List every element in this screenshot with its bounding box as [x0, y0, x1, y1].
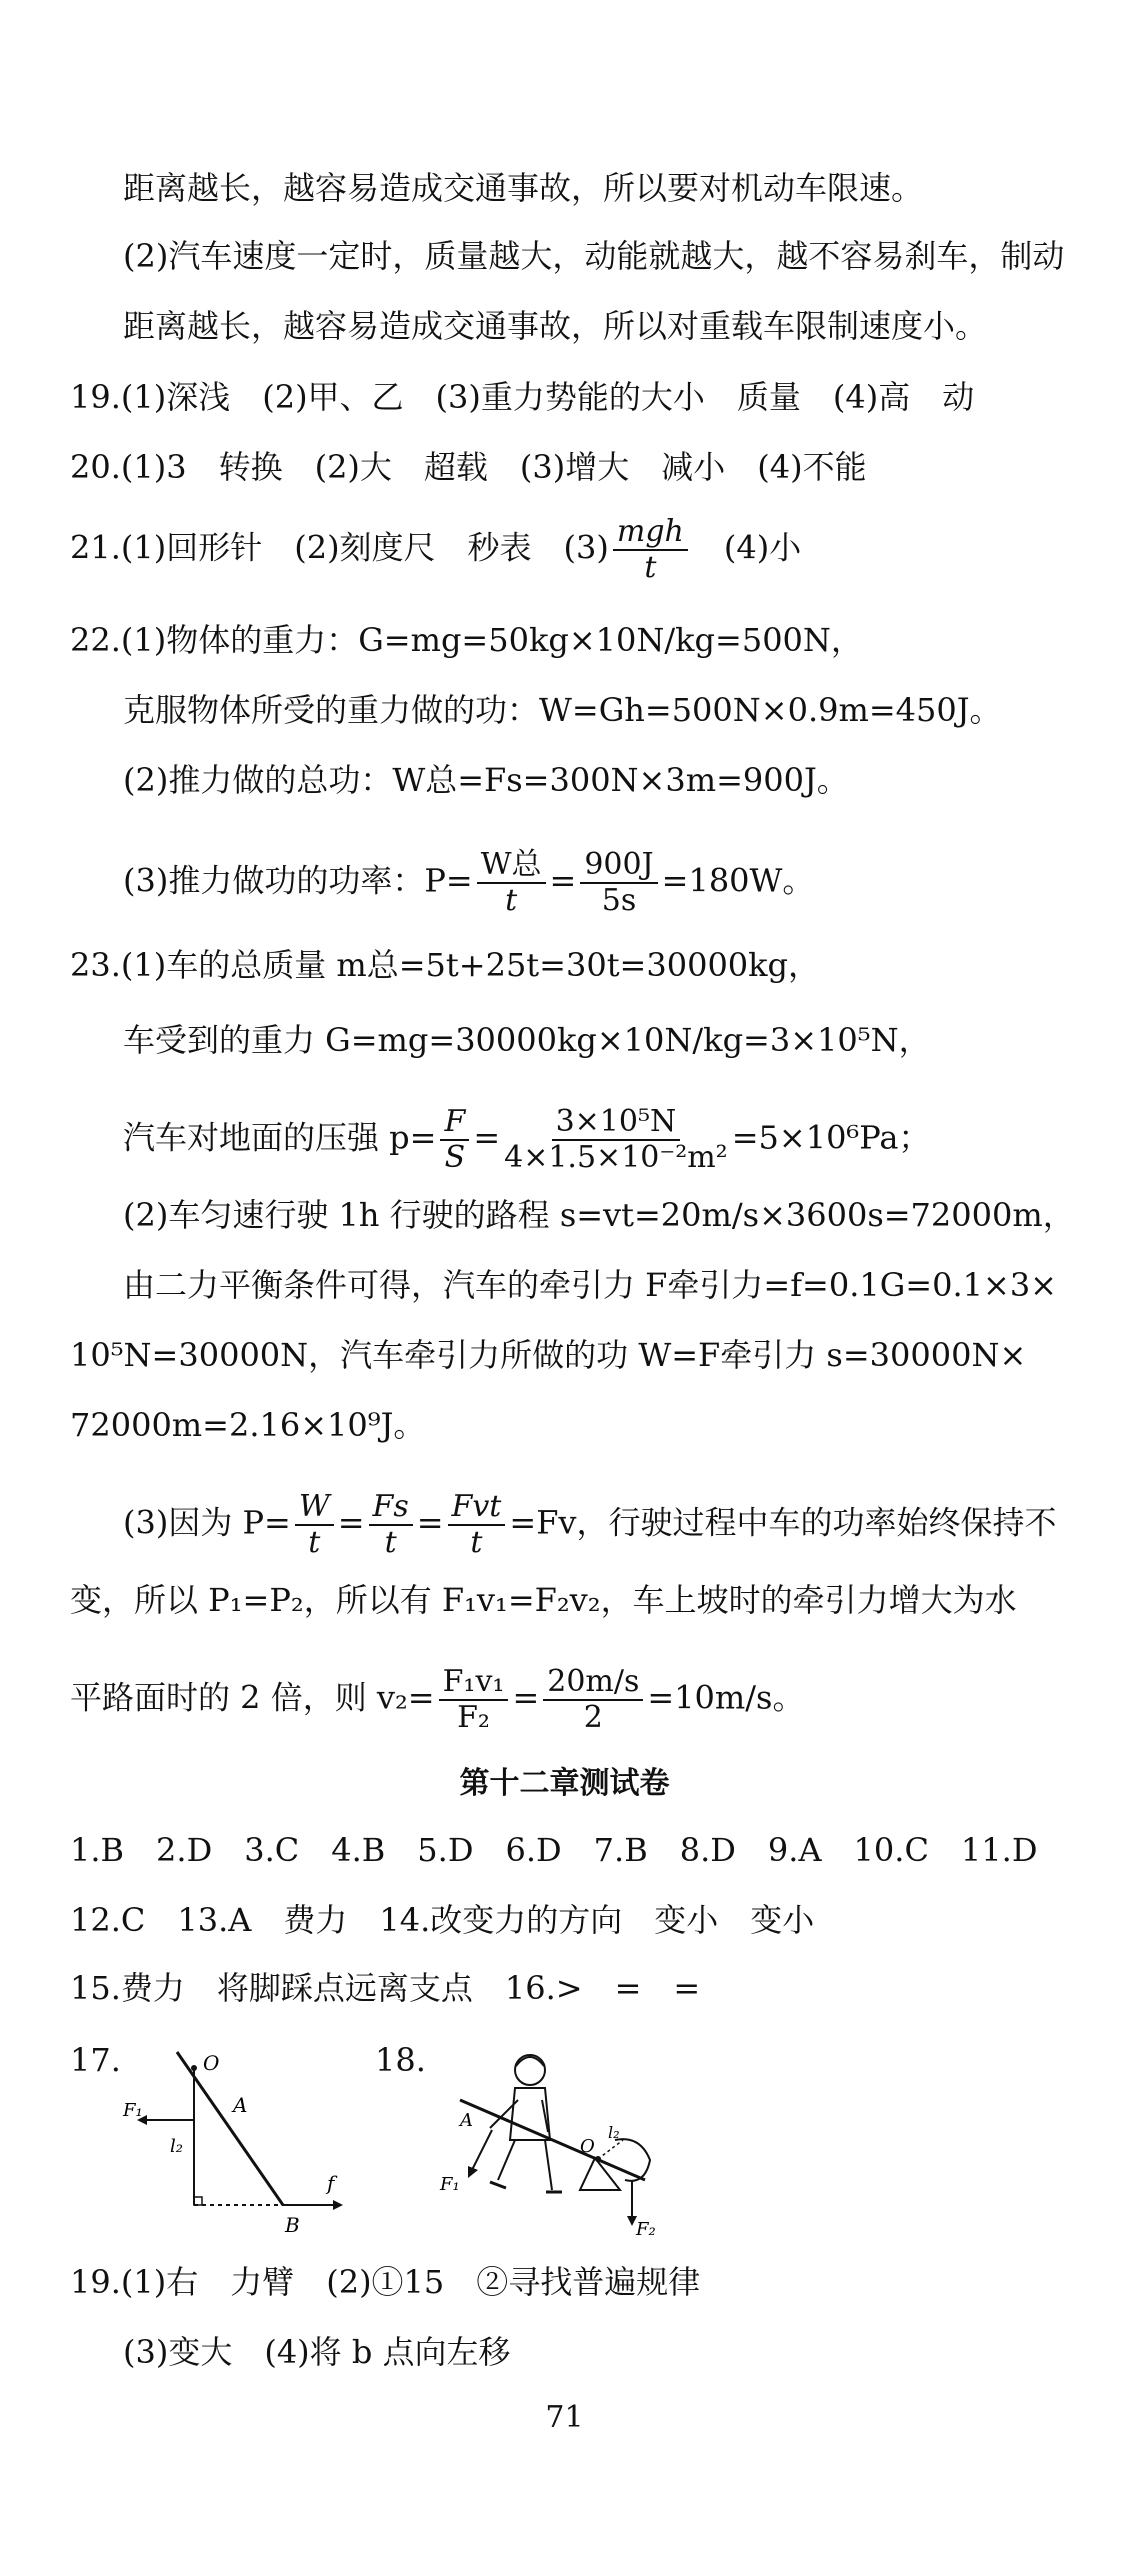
- denominator: t: [308, 1525, 321, 1560]
- denominator: S: [444, 1140, 466, 1175]
- answer-line: 1.B 2.D 3.C 4.B 5.D 6.D 7.B 8.D 9.A 10.C 11.D: [70, 1831, 1038, 1869]
- power-derivation: (3)因为 P= $\frac{W}{t}$ = $\frac{Fs}{t}$ = $\frac{\text{Fvt}}{t}$ =Fv，行驶过程中车的功率始终保持不: [123, 1489, 1057, 1560]
- formula-text: (3)推力做功的功率：P=: [123, 861, 473, 900]
- label-o: O: [203, 2051, 220, 2075]
- label-f: f: [327, 2171, 335, 2195]
- formula-result: =5×10⁶Pa；: [731, 1118, 931, 1157]
- denominator: t: [470, 1525, 483, 1560]
- label-f1: F₁: [440, 2174, 460, 2195]
- power-formula: (3)推力做功的功率：P= $\frac{\text{W总}}{t}$ = $\frac{900J}{5s}$ =180W。: [123, 847, 815, 918]
- fraction: [580, 848, 657, 918]
- formula-text: 平路面时的 2 倍，则 v₂=: [70, 1678, 435, 1717]
- answer-20: 20.(1)3 转换 (2)大 超载 (3)增大 减小 (4)不能: [70, 448, 867, 486]
- numerator: F: [440, 1105, 469, 1141]
- fraction: [448, 1490, 506, 1560]
- numerator: 3×10⁵N: [552, 1105, 681, 1141]
- formula-result: =10m/s。: [647, 1678, 805, 1717]
- answer-21-tail: (4)小: [723, 528, 802, 567]
- fraction: [439, 1665, 509, 1735]
- label-b: B: [285, 2213, 300, 2237]
- denominator: t: [384, 1525, 397, 1560]
- page-number: 71: [545, 2400, 584, 2435]
- denominator: 5s: [601, 883, 637, 918]
- answer-line: 19.(1)右 力臂 (2)①15 ②寻找普遍规律: [70, 2263, 701, 2301]
- velocity-formula: 平路面时的 2 倍，则 v₂= $\frac{\text{F₁v₁}}{\text{F₂}}$ = $\frac{20m/s}{2}$ =10m/s。: [70, 1664, 805, 1735]
- fraction: [543, 1665, 643, 1735]
- numerator: W总: [477, 848, 546, 884]
- figure-18-label: 18.: [375, 2041, 426, 2079]
- fraction: [504, 1105, 728, 1175]
- fraction: [369, 1490, 413, 1560]
- text-line: 克服物体所受的重力做的功：W=Gh=500N×0.9m=450J。: [123, 691, 1002, 729]
- fraction: [477, 848, 546, 918]
- answer-21-text: 21.(1)回形针 (2)刻度尺 秒表 (3): [70, 528, 609, 567]
- numerator: Fs: [369, 1490, 413, 1526]
- answer-19: 19.(1)深浅 (2)甲、乙 (3)重力势能的大小 质量 (4)高 动: [70, 378, 975, 416]
- label-o: O: [580, 2136, 595, 2157]
- fraction: [613, 515, 688, 585]
- pressure-formula: 汽车对地面的压强 p= $\frac{F}{S}$ = $\frac{\text{3×10⁵N}}{\text{4×1.5×10⁻²m²}}$ =5×10⁶Pa；: [123, 1104, 931, 1175]
- numerator: mgh: [613, 515, 688, 551]
- numerator: 900J: [580, 848, 657, 884]
- denominator: t: [505, 883, 518, 918]
- figure-18-diagram: [420, 2040, 680, 2240]
- denominator: t: [644, 550, 657, 585]
- label-f2: F₂: [636, 2219, 656, 2240]
- text-line: 距离越长，越容易造成交通事故，所以要对机动车限速。: [123, 169, 924, 207]
- answer-line: (3)变大 (4)将 b 点向左移: [123, 2333, 511, 2371]
- formula-result: =180W。: [661, 861, 815, 900]
- text-line: 变，所以 P₁=P₂，所以有 F₁v₁=F₂v₂，车上坡时的牵引力增大为水: [70, 1581, 1017, 1619]
- formula-tail: =Fv，行驶过程中车的功率始终保持不: [509, 1503, 1057, 1542]
- denominator: F₂: [457, 1700, 490, 1735]
- label-f1: F₁: [123, 2100, 143, 2121]
- answer-line: 12.C 13.A 费力 14.改变力的方向 变小 变小: [70, 1901, 815, 1939]
- fraction: [295, 1490, 334, 1560]
- label-a: A: [233, 2093, 248, 2117]
- formula-text: (3)因为 P=: [123, 1503, 291, 1542]
- numerator: F₁v₁: [439, 1665, 509, 1701]
- label-l2: l₂: [170, 2136, 183, 2157]
- text-line: 10⁵N=30000N，汽车牵引力所做的功 W=F牵引力 s=30000N×: [70, 1336, 1027, 1374]
- answer-21: [70, 515, 801, 585]
- denominator: 4×1.5×10⁻²m²: [504, 1140, 728, 1175]
- numerator: W: [295, 1490, 334, 1526]
- fraction: [440, 1105, 469, 1175]
- label-l2: l₂: [608, 2123, 620, 2142]
- figure-17-diagram: [115, 2040, 355, 2240]
- text-line: (2)汽车速度一定时，质量越大，动能就越大，越不容易刹车，制动: [123, 237, 1065, 275]
- numerator: Fvt: [448, 1490, 506, 1526]
- answer-23: 23.(1)车的总质量 m总=5t+25t=30t=30000kg，: [70, 946, 821, 984]
- text-line: 车受到的重力 G=mg=30000kg×10N/kg=3×10⁵N，: [123, 1021, 931, 1059]
- answer-line: 15.费力 将脚踩点远离支点 16.> = =: [70, 1969, 701, 2007]
- text-line: 72000m=2.16×10⁹J。: [70, 1406, 426, 1444]
- text-line: (2)车匀速行驶 1h 行驶的路程 s=vt=20m/s×3600s=72000m，: [123, 1196, 1075, 1234]
- text-line: 距离越长，越容易造成交通事故，所以对重载车限制速度小。: [123, 307, 988, 345]
- text-line: 由二力平衡条件可得，汽车的牵引力 F牵引力=f=0.1G=0.1×3×: [123, 1266, 1057, 1304]
- formula-text: 汽车对地面的压强 p=: [123, 1118, 437, 1157]
- label-a: A: [460, 2110, 473, 2131]
- figure-17-label: 17.: [70, 2041, 121, 2079]
- numerator: 20m/s: [543, 1665, 643, 1701]
- text-line: (2)推力做的总功：W总=Fs=300N×3m=900J。: [123, 761, 849, 799]
- denominator: 2: [583, 1700, 603, 1735]
- answer-22: 22.(1)物体的重力：G=mg=50kg×10N/kg=500N，: [70, 621, 863, 659]
- chapter-title: 第十二章测试卷: [459, 1766, 670, 1801]
